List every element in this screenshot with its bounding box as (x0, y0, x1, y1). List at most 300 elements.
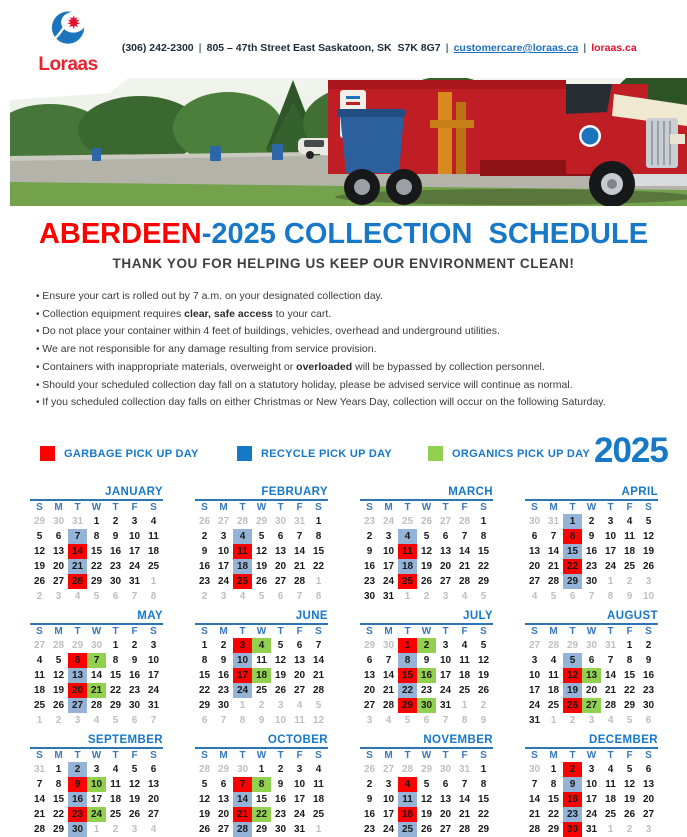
day-cell: 5 (201, 779, 208, 790)
legend-label: ORGANICS PICK UP DAY (452, 447, 591, 460)
day-cell: 8 (201, 655, 208, 666)
day-cell: 3 (150, 640, 157, 651)
day-cell: 2 (626, 576, 633, 587)
day-cell: 31 (439, 700, 452, 711)
day-cell: 29 (623, 700, 636, 711)
weekday-header: T (404, 750, 411, 761)
weekday-header: T (112, 750, 119, 761)
day-cell: 16 (274, 794, 287, 805)
day-cell: 8 (315, 531, 322, 542)
day-cell: 29 (398, 698, 417, 713)
day-cell: 18 (252, 668, 271, 683)
weekday-header: S (36, 750, 43, 761)
day-cell: 14 (293, 546, 306, 557)
day-cell: 29 (563, 574, 582, 589)
month-title: JULY (463, 610, 493, 622)
day-cell: 8 (626, 655, 633, 666)
day-cell: 21 (458, 561, 471, 572)
day-cell: 4 (74, 591, 81, 602)
day-cell: 15 (255, 794, 268, 805)
day-cell: 25 (312, 809, 325, 820)
contact-line (116, 30, 637, 54)
day-cell: 5 (626, 764, 633, 775)
day-cell: 16 (642, 670, 655, 681)
day-cell: 25 (401, 516, 414, 527)
day-cell: 26 (52, 700, 65, 711)
day-cell: 1 (55, 764, 62, 775)
month-february (195, 486, 328, 604)
day-cell: 10 (233, 653, 252, 668)
weekday-header: S (480, 750, 487, 761)
page-title (0, 219, 687, 249)
day-cell: 7 (315, 640, 322, 651)
day-cell: 4 (93, 715, 100, 726)
day-cell: 27 (439, 576, 452, 587)
day-cell: 22 (477, 561, 490, 572)
day-cell: 7 (233, 777, 252, 792)
day-cell: 21 (458, 809, 471, 820)
day-cell: 31 (128, 576, 141, 587)
day-cell: 30 (642, 700, 655, 711)
day-cell: 26 (274, 685, 287, 696)
day-cell: 14 (547, 546, 560, 557)
weekday-header: W (256, 502, 267, 513)
day-cell: 27 (217, 824, 230, 835)
day-cell: 9 (201, 546, 208, 557)
garbage-swatch-icon (40, 446, 55, 461)
day-cell: 9 (423, 655, 430, 666)
weekday-header: F (296, 626, 303, 637)
day-cell: 14 (90, 670, 103, 681)
day-cell: 27 (582, 698, 601, 713)
day-cell: 7 (150, 715, 157, 726)
day-cell: 29 (109, 700, 122, 711)
day-cell: 14 (528, 794, 541, 805)
day-cell: 21 (87, 683, 106, 698)
day-cell: 27 (439, 516, 452, 527)
day-cell: 8 (315, 591, 322, 602)
day-cell: 1 (563, 514, 582, 529)
day-cell: 30 (52, 516, 65, 527)
weekday-header: S (531, 750, 538, 761)
day-cell: 27 (52, 576, 65, 587)
day-cell: 30 (528, 764, 541, 775)
day-cell: 26 (198, 516, 211, 527)
loraas-logo-icon (45, 10, 91, 56)
day-cell: 12 (33, 546, 46, 557)
note-text: If you scheduled collection day falls on either Christmas or New Years Day, collection will occur on the following Saturday. (42, 396, 606, 409)
day-cell: 17 (528, 685, 541, 696)
day-cell: 8 (55, 779, 62, 790)
weekday-header: M (384, 626, 393, 637)
day-cell: 4 (239, 591, 246, 602)
day-cell: 8 (461, 715, 468, 726)
day-cell: 2 (201, 591, 208, 602)
day-cell: 16 (563, 792, 582, 807)
weekday-header: S (201, 750, 208, 761)
day-cell: 19 (420, 809, 433, 820)
day-cell: 29 (255, 824, 268, 835)
weekday-header: S (201, 502, 208, 513)
day-cell: 10 (528, 670, 541, 681)
weekday-header: F (296, 502, 303, 513)
day-cell: 16 (68, 792, 87, 807)
day-cell: 12 (128, 779, 141, 790)
day-cell: 2 (480, 700, 487, 711)
weekday-header: S (315, 502, 322, 513)
day-cell: 1 (112, 640, 119, 651)
weekday-header: W (91, 626, 102, 637)
day-cell: 6 (423, 715, 430, 726)
day-cell: 13 (528, 546, 541, 557)
day-cell: 3 (55, 591, 62, 602)
day-cell: 2 (366, 531, 373, 542)
day-cell: 17 (585, 794, 598, 805)
day-cell: 2 (417, 638, 436, 653)
day-cell: 10 (642, 591, 655, 602)
day-cell: 7 (87, 653, 106, 668)
month-title: JANUARY (105, 486, 163, 498)
day-cell: 27 (439, 824, 452, 835)
day-cell: 20 (439, 561, 452, 572)
day-cell: 29 (33, 516, 46, 527)
day-cell: 20 (293, 670, 306, 681)
day-cell: 1 (315, 576, 322, 587)
day-cell: 19 (477, 670, 490, 681)
day-cell: 27 (363, 700, 376, 711)
day-cell: 31 (547, 516, 560, 527)
day-cell: 6 (366, 655, 373, 666)
day-cell: 10 (382, 794, 395, 805)
day-cell: 30 (128, 700, 141, 711)
day-cell: 30 (563, 822, 582, 837)
day-cell: 6 (645, 764, 652, 775)
day-cell: 17 (382, 561, 395, 572)
day-cell: 10 (439, 655, 452, 666)
day-cell: 3 (645, 576, 652, 587)
day-cell: 9 (588, 531, 595, 542)
separator: | (445, 42, 449, 54)
day-cell: 19 (563, 683, 582, 698)
day-cell: 18 (604, 794, 617, 805)
weekday-header: S (366, 502, 373, 513)
weekday-header: F (461, 502, 468, 513)
day-cell: 26 (477, 685, 490, 696)
weekday-header: S (315, 750, 322, 761)
day-cell: 9 (220, 655, 227, 666)
note-item (36, 341, 656, 359)
day-cell: 15 (312, 546, 325, 557)
day-cell: 31 (604, 640, 617, 651)
email-link[interactable]: customercare@loraas.ca (453, 42, 579, 54)
day-cell: 25 (458, 685, 471, 696)
weekday-header: T (239, 626, 246, 637)
weekday-header: M (219, 502, 228, 513)
day-cell: 3 (385, 531, 392, 542)
month-divider (360, 623, 493, 625)
day-cell: 20 (439, 809, 452, 820)
day-cell: 2 (131, 640, 138, 651)
day-cell: 5 (36, 531, 43, 542)
weekday-header: W (421, 502, 432, 513)
weekday-header: T (442, 750, 449, 761)
day-cell: 1 (398, 638, 417, 653)
day-cell: 27 (68, 698, 87, 713)
day-cell: 15 (563, 544, 582, 559)
legend-label: GARBAGE PICK UP DAY (64, 447, 199, 460)
weekday-header: W (586, 750, 597, 761)
day-cell: 24 (382, 824, 395, 835)
day-cell: 25 (109, 809, 122, 820)
day-cell: 31 (293, 516, 306, 527)
weekday-header: W (586, 502, 597, 513)
day-cell: 5 (563, 653, 582, 668)
day-cell: 10 (147, 655, 160, 666)
weekday-header: S (531, 626, 538, 637)
weekday-header: F (131, 750, 138, 761)
month-title: NOVEMBER (423, 734, 493, 746)
legend-item-recycle (237, 446, 392, 461)
day-cell: 1 (550, 715, 557, 726)
day-cell: 24 (217, 576, 230, 587)
day-cell: 12 (420, 546, 433, 557)
day-cell: 3 (131, 824, 138, 835)
day-cell: 28 (293, 576, 306, 587)
weekday-header: S (480, 502, 487, 513)
day-cell: 30 (90, 640, 103, 651)
weekday-header: F (626, 502, 633, 513)
day-cell: 1 (607, 576, 614, 587)
weekday-header: T (569, 750, 576, 761)
organics-swatch-icon (428, 446, 443, 461)
day-cell: 8 (398, 653, 417, 668)
weekday-header: S (480, 626, 487, 637)
day-cell: 26 (642, 561, 655, 572)
day-cell: 15 (547, 794, 560, 805)
day-cell: 30 (585, 640, 598, 651)
day-cell: 13 (439, 794, 452, 805)
day-cell: 4 (150, 824, 157, 835)
day-cell: 30 (68, 822, 87, 837)
day-cell: 24 (382, 516, 395, 527)
day-cell: 24 (585, 809, 598, 820)
day-cell: 16 (585, 546, 598, 557)
day-cell: 23 (563, 807, 582, 822)
day-cell: 21 (528, 809, 541, 820)
day-cell: 14 (33, 794, 46, 805)
day-cell: 29 (217, 764, 230, 775)
day-cell: 8 (93, 531, 100, 542)
note-text: overloaded (296, 360, 353, 373)
weekday-header: S (531, 502, 538, 513)
day-cell: 8 (252, 777, 271, 792)
day-cell: 4 (550, 655, 557, 666)
day-cell: 6 (55, 531, 62, 542)
weekday-header: T (239, 502, 246, 513)
day-cell: 11 (398, 544, 417, 559)
day-cell: 7 (461, 779, 468, 790)
day-cell: 28 (604, 700, 617, 711)
day-cell: 25 (233, 574, 252, 589)
day-cell: 1 (315, 516, 322, 527)
day-cell: 25 (623, 561, 636, 572)
day-cell: 18 (312, 794, 325, 805)
day-cell: 11 (256, 655, 267, 666)
day-cell: 1 (480, 516, 487, 527)
day-cell: 21 (233, 807, 252, 822)
day-cell: 6 (645, 715, 652, 726)
day-cell: 6 (68, 653, 87, 668)
day-cell: 26 (420, 576, 433, 587)
day-cell: 29 (198, 700, 211, 711)
day-cell: 3 (588, 764, 595, 775)
day-cell: 22 (623, 685, 636, 696)
day-cell: 29 (363, 640, 376, 651)
month-title: APRIL (621, 486, 658, 498)
day-cell: 8 (480, 779, 487, 790)
day-cell: 17 (293, 794, 306, 805)
day-cell: 5 (550, 591, 557, 602)
day-cell: 3 (233, 638, 252, 653)
day-cell: 3 (220, 531, 227, 542)
weekday-header: M (54, 626, 63, 637)
month-title: MARCH (448, 486, 493, 498)
day-cell: 29 (477, 824, 490, 835)
day-cell: 2 (55, 715, 62, 726)
day-cell: 28 (458, 824, 471, 835)
month-divider (30, 623, 163, 625)
website-link[interactable]: loraas.ca (591, 42, 637, 54)
day-cell: 22 (109, 685, 122, 696)
day-cell: 11 (548, 670, 559, 681)
day-cell: 2 (626, 824, 633, 835)
legend-item-organics (428, 446, 590, 461)
weekday-header: S (645, 626, 652, 637)
day-cell: 18 (109, 794, 122, 805)
day-cell: 7 (607, 655, 614, 666)
day-cell: 21 (293, 561, 306, 572)
day-cell: 11 (34, 670, 45, 681)
day-cell: 26 (128, 809, 141, 820)
day-cell: 21 (68, 559, 87, 574)
day-cell: 4 (233, 529, 252, 544)
day-cell: 15 (52, 794, 65, 805)
day-cell: 2 (258, 700, 265, 711)
weekday-header: T (112, 626, 119, 637)
day-cell: 16 (363, 561, 376, 572)
day-cell: 26 (255, 576, 268, 587)
day-cell: 10 (87, 777, 106, 792)
day-cell: 22 (312, 561, 325, 572)
day-cell: 28 (68, 574, 87, 589)
month-july (360, 610, 493, 728)
month-may (30, 610, 163, 728)
weekday-header: T (569, 502, 576, 513)
month-april (525, 486, 658, 604)
day-cell: 18 (547, 685, 560, 696)
weekday-header: F (131, 626, 138, 637)
day-cell: 11 (110, 779, 121, 790)
weekday-header: M (54, 502, 63, 513)
day-cell: 1 (626, 640, 633, 651)
day-cell: 13 (582, 668, 601, 683)
weekday-header: S (150, 626, 157, 637)
day-cell: 4 (112, 764, 119, 775)
day-cell: 4 (150, 516, 157, 527)
day-cell: 25 (604, 809, 617, 820)
day-cell: 22 (198, 685, 211, 696)
day-cell: 25 (547, 700, 560, 711)
month-title: SEPTEMBER (87, 734, 163, 746)
day-cell: 15 (477, 794, 490, 805)
day-cell: 20 (642, 794, 655, 805)
month-divider (525, 747, 658, 749)
day-cell: 12 (477, 655, 490, 666)
day-cell: 4 (36, 655, 43, 666)
day-cell: 1 (607, 824, 614, 835)
note-text: will be bypassed by collection personnel. (352, 360, 545, 373)
day-cell: 8 (563, 529, 582, 544)
day-cell: 3 (442, 640, 449, 651)
day-cell: 12 (420, 794, 433, 805)
note-text: We are not responsible for any damage resulting from service provision. (42, 343, 377, 356)
day-cell: 6 (131, 715, 138, 726)
day-cell: 24 (87, 807, 106, 822)
note-text: Collection equipment requires (42, 307, 185, 320)
day-cell: 10 (217, 546, 230, 557)
day-cell: 14 (68, 544, 87, 559)
day-cell: 29 (420, 764, 433, 775)
weekday-header: S (366, 750, 373, 761)
recycle-swatch-icon (237, 446, 252, 461)
day-cell: 30 (382, 640, 395, 651)
day-cell: 10 (585, 779, 598, 790)
weekday-header: M (549, 750, 558, 761)
note-text: Ensure your cart is rolled out by 7 a.m. on your designated collection day. (42, 290, 383, 302)
day-cell: 7 (36, 779, 43, 790)
day-cell: 3 (366, 715, 373, 726)
day-cell: 1 (239, 700, 246, 711)
day-cell: 23 (198, 576, 211, 587)
calendar-grid (30, 486, 657, 837)
separator: | (198, 42, 202, 54)
month-divider (30, 747, 163, 749)
day-cell: 25 (255, 685, 268, 696)
month-divider (525, 499, 658, 501)
day-cell: 11 (313, 779, 324, 790)
day-cell: 5 (258, 591, 265, 602)
day-cell: 2 (201, 531, 208, 542)
day-cell: 4 (252, 638, 271, 653)
day-cell: 31 (71, 516, 84, 527)
day-cell: 5 (645, 516, 652, 527)
weekday-header: W (421, 626, 432, 637)
day-cell: 11 (624, 531, 635, 542)
day-cell: 5 (480, 640, 487, 651)
day-cell: 13 (293, 655, 306, 666)
weekday-header: T (74, 750, 81, 761)
day-cell: 19 (52, 685, 65, 696)
day-cell: 2 (112, 824, 119, 835)
day-cell: 19 (33, 561, 46, 572)
day-cell: 14 (233, 792, 252, 807)
day-cell: 6 (442, 779, 449, 790)
note-text: to your cart. (272, 307, 332, 320)
day-cell: 3 (385, 779, 392, 790)
day-cell: 19 (274, 670, 287, 681)
day-cell: 4 (315, 764, 322, 775)
month-divider (195, 747, 328, 749)
